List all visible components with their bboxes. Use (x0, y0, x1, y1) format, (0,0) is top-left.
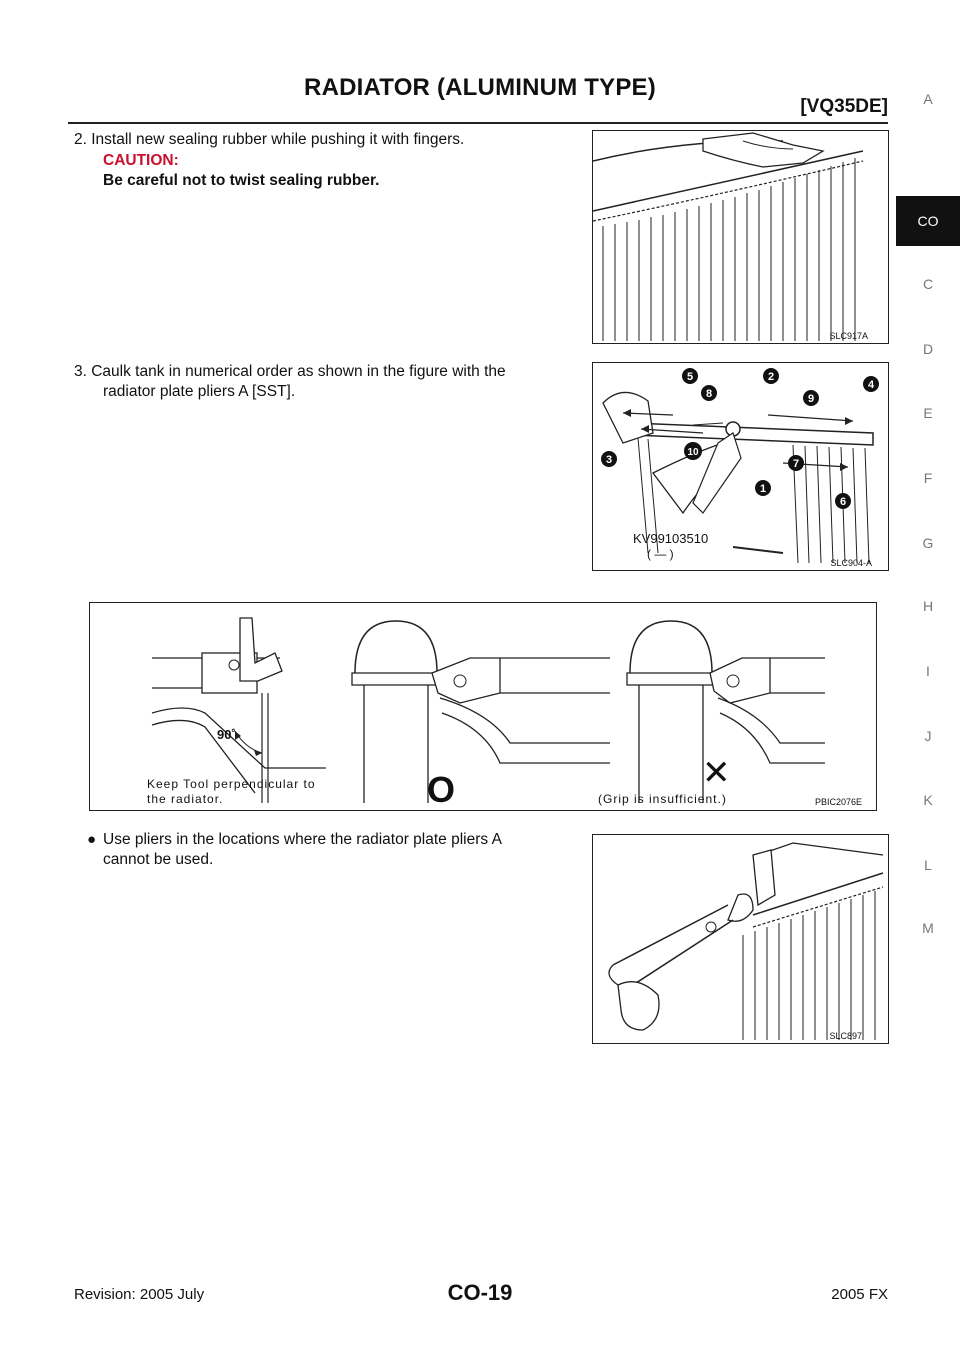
sealing-rubber-illustration (593, 131, 888, 343)
order-label-8: 8 (705, 388, 713, 400)
figure-code: SLC897 (829, 1031, 862, 1041)
side-tab-i[interactable]: I (926, 663, 930, 679)
bullet-icon: ● (87, 831, 97, 848)
footer-revision: Revision: 2005 July (74, 1286, 205, 1303)
header-divider (68, 122, 888, 124)
bullet-line-2: cannot be used. (103, 851, 214, 868)
side-tab-h[interactable]: H (922, 598, 934, 614)
figure-sealing-rubber (592, 130, 889, 344)
side-tab-l[interactable]: L (924, 857, 932, 873)
pliers-illustration (593, 835, 888, 1043)
side-tab-co[interactable]: CO (896, 196, 960, 246)
order-label-3: 3 (605, 454, 613, 466)
order-label-7: 7 (792, 458, 800, 470)
keep-tool-note-line-2: the radiator. (147, 792, 224, 806)
order-label-2: 2 (767, 371, 775, 383)
footer-model: 2005 FX (831, 1286, 888, 1303)
side-tab-j[interactable]: J (924, 728, 932, 744)
figure-code: PBIC2076E (814, 797, 862, 807)
tool-paren: ( — ) (647, 547, 674, 561)
page-number: CO-19 (447, 1280, 513, 1305)
angle-label: 90˚ (217, 727, 236, 742)
order-label-10: 10 (687, 447, 699, 458)
figure-code: SLC917A (829, 331, 868, 341)
keep-tool-note-line-1: Keep Tool perpendicular to (147, 777, 316, 791)
ng-mark-icon: ✕ (702, 754, 731, 792)
order-label-5: 5 (686, 371, 694, 383)
figure-code: SLC904-A (830, 558, 872, 568)
side-tab-m[interactable]: M (922, 920, 934, 936)
ok-mark-icon: O (427, 769, 456, 810)
figure-tool-perpendicular (89, 602, 877, 811)
side-tab-g[interactable]: G (922, 535, 934, 551)
order-label-4: 4 (867, 379, 875, 391)
step-3-line-2: radiator plate pliers A [SST]. (103, 383, 296, 400)
order-label-9: 9 (807, 393, 815, 405)
grip-insufficient-note: (Grip is insufficient.) (598, 792, 727, 806)
side-tab-e[interactable]: E (923, 405, 933, 421)
side-tab-d[interactable]: D (922, 341, 934, 357)
side-tab-f[interactable]: F (923, 470, 933, 486)
order-label-1: 1 (759, 483, 767, 495)
bullet-line-1: Use pliers in the locations where the radiator plate pliers A (103, 831, 502, 848)
figure-pliers (592, 834, 889, 1044)
page-title: RADIATOR (ALUMINUM TYPE) (304, 74, 656, 101)
caution-label: CAUTION: (103, 152, 179, 169)
step-2-text: 2. Install new sealing rubber while pushing it with fingers. (74, 131, 465, 148)
order-label-6: 6 (839, 496, 847, 508)
tool-number: KV99103510 (633, 531, 709, 546)
side-tab-a[interactable]: A (923, 91, 933, 107)
side-tab-c[interactable]: C (922, 276, 934, 292)
engine-code: [VQ35DE] (800, 96, 888, 117)
figure-caulking-order (592, 362, 889, 571)
side-tab-k[interactable]: K (923, 792, 933, 808)
step-3-line-1: 3. Caulk tank in numerical order as shown in the figure with the (74, 363, 506, 380)
caution-text: Be careful not to twist sealing rubber. (103, 172, 380, 189)
